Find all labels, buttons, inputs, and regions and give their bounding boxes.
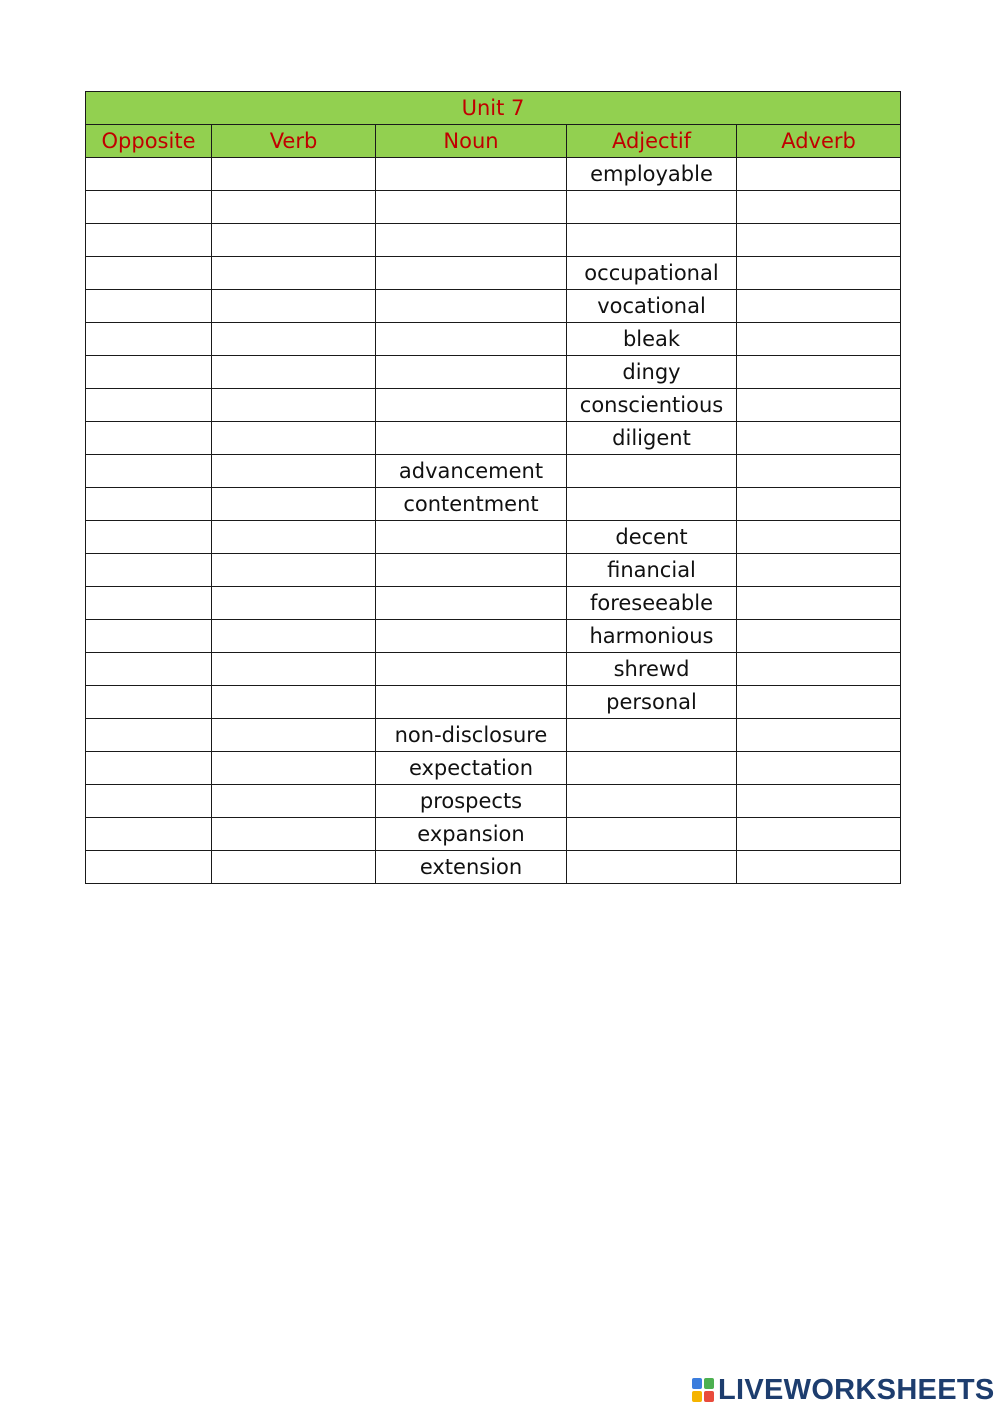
adverb-answer-cell[interactable] [737, 224, 901, 257]
opposite-answer-cell[interactable] [86, 191, 212, 224]
opposite-answer-cell[interactable] [86, 488, 212, 521]
noun-answer-cell[interactable] [376, 356, 567, 389]
title-row [86, 92, 901, 125]
verb-answer-cell[interactable] [212, 356, 376, 389]
adverb-answer-cell[interactable] [737, 257, 901, 290]
adjective-word-cell: occupational [567, 257, 737, 290]
verb-answer-cell[interactable] [212, 389, 376, 422]
adverb-answer-cell[interactable] [737, 620, 901, 653]
table-row [86, 224, 901, 257]
opposite-answer-cell[interactable] [86, 422, 212, 455]
adjective-word-cell: vocational [567, 290, 737, 323]
adverb-answer-cell[interactable] [737, 389, 901, 422]
table-row [86, 752, 901, 785]
verb-answer-cell[interactable] [212, 818, 376, 851]
noun-answer-cell[interactable] [376, 620, 567, 653]
opposite-answer-cell[interactable] [86, 818, 212, 851]
noun-word-cell: non-disclosure [376, 719, 567, 752]
adverb-answer-cell[interactable] [737, 851, 901, 884]
table-row [86, 719, 901, 752]
verb-answer-cell[interactable] [212, 422, 376, 455]
adjective-word-cell: decent [567, 521, 737, 554]
adjective-answer-cell[interactable] [567, 191, 737, 224]
adjective-word-cell: bleak [567, 323, 737, 356]
opposite-answer-cell[interactable] [86, 620, 212, 653]
verb-answer-cell[interactable] [212, 488, 376, 521]
verb-answer-cell[interactable] [212, 719, 376, 752]
noun-answer-cell[interactable] [376, 686, 567, 719]
adverb-answer-cell[interactable] [737, 290, 901, 323]
table-row [86, 653, 901, 686]
adjective-word-cell: harmonious [567, 620, 737, 653]
adverb-answer-cell[interactable] [737, 785, 901, 818]
adverb-answer-cell[interactable] [737, 323, 901, 356]
noun-answer-cell[interactable] [376, 323, 567, 356]
table-row [86, 290, 901, 323]
table-row [86, 554, 901, 587]
adverb-answer-cell[interactable] [737, 554, 901, 587]
table-row [86, 422, 901, 455]
table-row [86, 389, 901, 422]
table-row [86, 191, 901, 224]
noun-answer-cell[interactable] [376, 554, 567, 587]
noun-word-cell: advancement [376, 455, 567, 488]
adjective-answer-cell[interactable] [567, 851, 737, 884]
noun-answer-cell[interactable] [376, 587, 567, 620]
adjective-word-cell: conscientious [567, 389, 737, 422]
opposite-answer-cell[interactable] [86, 851, 212, 884]
table-title: Unit 7 [86, 92, 901, 125]
noun-word-cell: expectation [376, 752, 567, 785]
logo-square-blue [692, 1378, 702, 1389]
table-row [86, 488, 901, 521]
adjective-answer-cell[interactable] [567, 752, 737, 785]
vocabulary-table [85, 91, 901, 884]
verb-answer-cell[interactable] [212, 191, 376, 224]
adverb-answer-cell[interactable] [737, 356, 901, 389]
noun-word-cell: expansion [376, 818, 567, 851]
adjective-word-cell: dingy [567, 356, 737, 389]
adverb-answer-cell[interactable] [737, 158, 901, 191]
adverb-answer-cell[interactable] [737, 191, 901, 224]
table-row [86, 785, 901, 818]
verb-answer-cell[interactable] [212, 785, 376, 818]
opposite-answer-cell[interactable] [86, 686, 212, 719]
adjective-word-cell: employable [567, 158, 737, 191]
noun-answer-cell[interactable] [376, 422, 567, 455]
adjective-answer-cell[interactable] [567, 785, 737, 818]
liveworksheets-branding [692, 1374, 995, 1406]
adverb-answer-cell[interactable] [737, 752, 901, 785]
noun-answer-cell[interactable] [376, 224, 567, 257]
opposite-answer-cell[interactable] [86, 290, 212, 323]
opposite-answer-cell[interactable] [86, 158, 212, 191]
noun-answer-cell[interactable] [376, 653, 567, 686]
verb-answer-cell[interactable] [212, 455, 376, 488]
adjective-answer-cell[interactable] [567, 224, 737, 257]
table-row [86, 521, 901, 554]
table-row [86, 818, 901, 851]
verb-answer-cell[interactable] [212, 323, 376, 356]
table-body [86, 158, 901, 884]
adjective-answer-cell[interactable] [567, 488, 737, 521]
noun-word-cell: extension [376, 851, 567, 884]
opposite-answer-cell[interactable] [86, 554, 212, 587]
noun-answer-cell[interactable] [376, 191, 567, 224]
verb-answer-cell[interactable] [212, 587, 376, 620]
table-row [86, 356, 901, 389]
table-row [86, 587, 901, 620]
opposite-answer-cell[interactable] [86, 521, 212, 554]
noun-word-cell: contentment [376, 488, 567, 521]
verb-answer-cell[interactable] [212, 686, 376, 719]
verb-answer-cell[interactable] [212, 653, 376, 686]
verb-answer-cell[interactable] [212, 257, 376, 290]
adjective-word-cell: shrewd [567, 653, 737, 686]
opposite-answer-cell[interactable] [86, 719, 212, 752]
adverb-answer-cell[interactable] [737, 653, 901, 686]
table-row [86, 851, 901, 884]
noun-answer-cell[interactable] [376, 389, 567, 422]
verb-answer-cell[interactable] [212, 620, 376, 653]
adjective-answer-cell[interactable] [567, 719, 737, 752]
adverb-answer-cell[interactable] [737, 455, 901, 488]
adverb-answer-cell[interactable] [737, 818, 901, 851]
verb-answer-cell[interactable] [212, 752, 376, 785]
noun-word-cell: prospects [376, 785, 567, 818]
opposite-answer-cell[interactable] [86, 389, 212, 422]
table-row [86, 620, 901, 653]
noun-answer-cell[interactable] [376, 521, 567, 554]
noun-answer-cell[interactable] [376, 257, 567, 290]
header-row [86, 125, 901, 158]
adverb-answer-cell[interactable] [737, 521, 901, 554]
opposite-answer-cell[interactable] [86, 785, 212, 818]
logo-square-red [704, 1391, 714, 1402]
adverb-answer-cell[interactable] [737, 488, 901, 521]
adverb-answer-cell[interactable] [737, 719, 901, 752]
logo-square-green [704, 1378, 714, 1389]
table-row [86, 257, 901, 290]
opposite-answer-cell[interactable] [86, 587, 212, 620]
adjective-answer-cell[interactable] [567, 818, 737, 851]
opposite-answer-cell[interactable] [86, 224, 212, 257]
adjective-word-cell: financial [567, 554, 737, 587]
verb-answer-cell[interactable] [212, 521, 376, 554]
verb-answer-cell[interactable] [212, 851, 376, 884]
noun-answer-cell[interactable] [376, 158, 567, 191]
opposite-answer-cell[interactable] [86, 323, 212, 356]
column-header-adjectif: Adjectif [567, 125, 737, 158]
column-header-noun: Noun [376, 125, 567, 158]
opposite-answer-cell[interactable] [86, 455, 212, 488]
verb-answer-cell[interactable] [212, 290, 376, 323]
verb-answer-cell[interactable] [212, 554, 376, 587]
table-row [86, 686, 901, 719]
brand-name: LIVEWORKSHEETS [718, 1373, 995, 1406]
table-row [86, 158, 901, 191]
liveworksheets-logo-icon [692, 1378, 714, 1402]
opposite-answer-cell[interactable] [86, 257, 212, 290]
adjective-word-cell: diligent [567, 422, 737, 455]
opposite-answer-cell[interactable] [86, 356, 212, 389]
column-header-verb: Verb [212, 125, 376, 158]
table-row [86, 323, 901, 356]
opposite-answer-cell[interactable] [86, 752, 212, 785]
column-header-opposite: Opposite [86, 125, 212, 158]
verb-answer-cell[interactable] [212, 158, 376, 191]
adjective-word-cell: foreseeable [567, 587, 737, 620]
table-row [86, 455, 901, 488]
verb-answer-cell[interactable] [212, 224, 376, 257]
opposite-answer-cell[interactable] [86, 653, 212, 686]
column-header-adverb: Adverb [737, 125, 901, 158]
adjective-word-cell: personal [567, 686, 737, 719]
adverb-answer-cell[interactable] [737, 686, 901, 719]
adverb-answer-cell[interactable] [737, 587, 901, 620]
adjective-answer-cell[interactable] [567, 455, 737, 488]
logo-square-yellow [692, 1391, 702, 1402]
adverb-answer-cell[interactable] [737, 422, 901, 455]
noun-answer-cell[interactable] [376, 290, 567, 323]
